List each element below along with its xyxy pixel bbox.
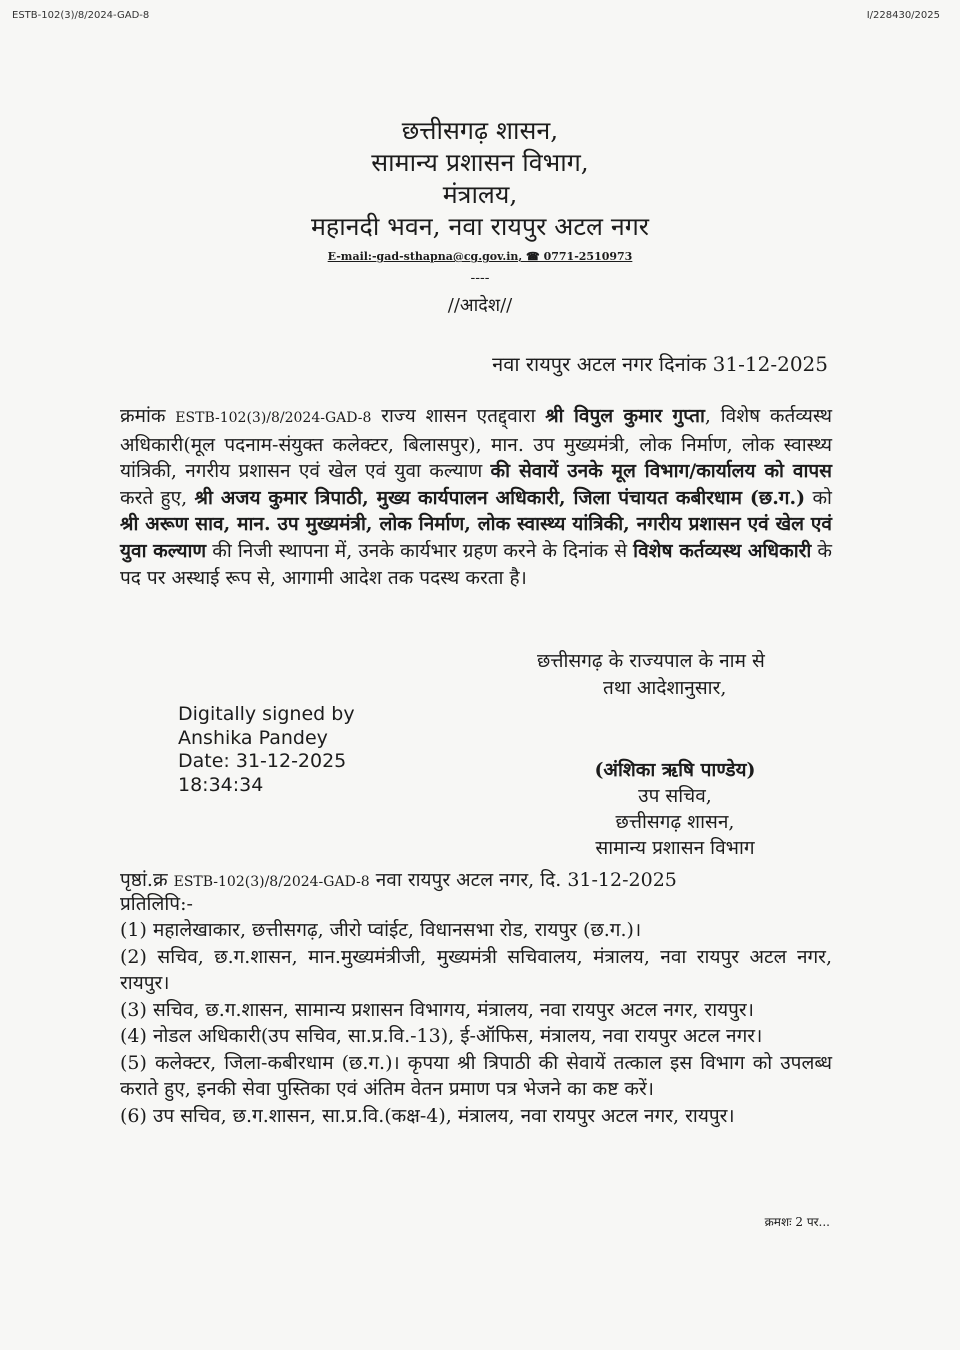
signatory-name: (अंशिका ऋषि पाण्डेय) (594, 759, 756, 781)
signature-line: 18:34:34 (178, 773, 264, 796)
copy-label: प्रतिलिपि:- (120, 893, 193, 915)
digital-signature (178, 703, 355, 797)
governor-line-1: छत्तीसगढ़ के राज्यपाल के नाम से (537, 650, 765, 672)
receipt-number: I/228430/2025 (866, 10, 940, 21)
signatory-designation: उप सचिव, (638, 785, 712, 807)
letterhead-line-1: छत्तीसगढ़ शासन, (401, 116, 559, 145)
body-bold: श्री अरूण साव, मान. उप मुख्यमंत्री, लोक निर्माण, लोक स्वास्थ्य यांत्रिकी, नगरीय प्रशासन एवं खेल एवं युवा कल्याण (120, 513, 832, 562)
signatory-government: छत्तीसगढ़ शासन, (615, 811, 735, 833)
body-reference: ESTB-102(3)/8/2024-GAD-8 (175, 410, 372, 426)
endorsement-date: नवा रायपुर अटल नगर, दि. 31-12-2025 (375, 869, 677, 891)
file-reference: ESTB-102(3)/8/2024-GAD-8 (12, 10, 150, 21)
order-title: //आदेश// (447, 295, 513, 316)
list-item: (3) सचिव, छ.ग.शासन, सामान्य प्रशासन विभागय, मंत्रालय, नवा रायपुर अटल नगर, रायपुर। (120, 998, 754, 1021)
body-text: क्रमांक (120, 405, 166, 427)
body-bold: श्री अजय कुमार त्रिपाठी, मुख्य कार्यपालन अधिकारी, जिला पंचायत कबीरधाम (छ.ग.) (194, 486, 806, 509)
letterhead-line-4: महानदी भवन, नवा रायपुर अटल नगर (310, 212, 650, 241)
letterhead-line-3: मंत्रालय, (442, 180, 518, 209)
list-item: (4) नोडल अधिकारी(उप सचिव, सा.प्र.वि.-13), ई-ऑफिस, मंत्रालय, नवा रायपुर अटल नगर। (120, 1025, 763, 1047)
body-text: के पद पर अस्थाई रूप से, आगामी आदेश तक पदस्थ करता है। (120, 539, 833, 589)
signature-line: Anshika Pandey (178, 726, 328, 749)
endorsement-prefix: पृष्ठां.क्र (120, 869, 168, 891)
endorsement-reference: ESTB-102(3)/8/2024-GAD-8 (173, 874, 370, 890)
copy-list (120, 917, 832, 1129)
body-text: की निजी स्थापना में, उनके कार्यभार ग्रहण करने के दिनांक से (212, 539, 628, 562)
body-text: , विशेष कर्तव्यस्थ अधिकारी(मूल पदनाम-संयुक्त कलेक्टर, बिलासपुर), मान. उप मुख्यमंत्री, लोक निर्माण, लोक स्वास्थ्य यांत्रिकी, नगरीय प्रशासन एवं खेल एवं युवा कल्याण (120, 405, 833, 483)
signature-line: Date: 31-12-2025 (178, 750, 347, 772)
body-bold: विशेष कर्तव्यस्थ अधिकारी (633, 539, 812, 562)
order-body (120, 403, 832, 591)
list-item: (5) कलेक्टर, जिला-कबीरधाम (छ.ग.)। कृपया श्री त्रिपाठी की सेवायें तत्काल इस विभाग को उपलब्ध कराते हुए, इनकी सेवा पुस्तिका एवं अंतिम वेतन प्रमाण पत्र भेजने का कष्ट करें। (120, 1051, 832, 1100)
body-bold: श्री विपुल कुमार गुप्ता (545, 405, 705, 427)
body-text: राज्य शासन एतद्द्वारा (381, 405, 536, 427)
body-text: करते हुए, (120, 486, 188, 509)
list-item: (2) सचिव, छ.ग.शासन, मान.मुख्यमंत्रीजी, मुख्यमंत्री सचिवालय, मंत्रालय, नवा रायपुर अटल नगर, रायपुर। (120, 945, 832, 994)
continued-note: क्रमशः 2 पर... (764, 1215, 830, 1229)
signatory-block (560, 757, 790, 861)
list-item: (6) उप सचिव, छ.ग.शासन, सा.प्र.वि.(कक्ष-4), मंत्रालय, नवा रायपुर अटल नगर, रायपुर। (120, 1104, 735, 1127)
list-item: (1) महालेखाकार, छत्तीसगढ़, जीरो प्वांईट, विधानसभा रोड, रायपुर (छ.ग.)। (120, 919, 642, 941)
signatory-department: सामान्य प्रशासन विभाग (595, 837, 755, 859)
body-text: को (812, 486, 832, 509)
signature-line: Digitally signed by (178, 703, 355, 725)
endorsement-line (120, 866, 677, 892)
separator: ---- (470, 270, 490, 286)
letterhead-line-2: सामान्य प्रशासन विभाग, (371, 148, 589, 177)
body-bold: की सेवायें उनके मूल विभाग/कार्यालय को वापस (490, 460, 833, 483)
contact-line: E-mail:-gad-sthapna@cg.gov.in, ☎ 0771-2510973 (327, 250, 633, 263)
governor-line-2: तथा आदेशानुसार, (603, 677, 727, 699)
order-date: नवा रायपुर अटल नगर दिनांक 31-12-2025 (492, 352, 828, 376)
